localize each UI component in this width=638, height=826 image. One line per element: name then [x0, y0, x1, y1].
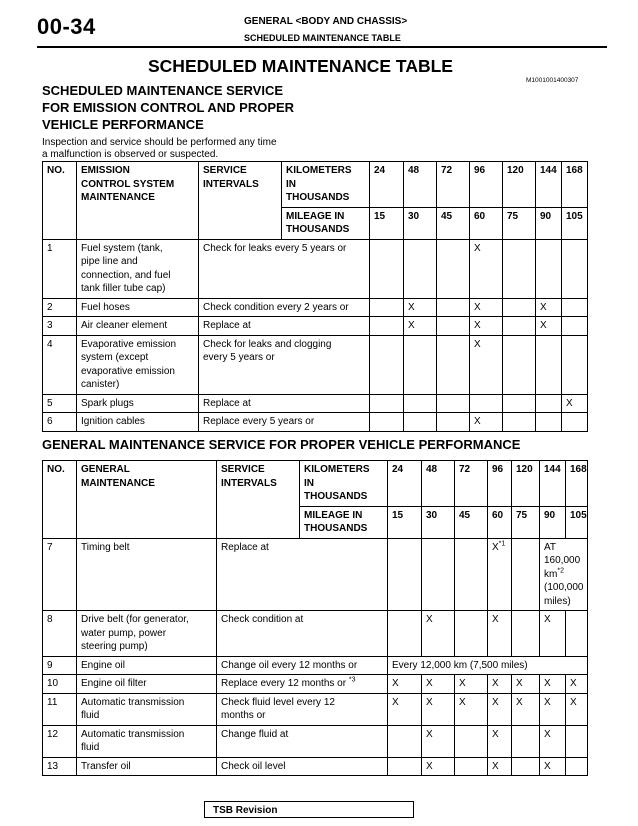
interval-mark: X	[536, 317, 562, 336]
interval-mark	[503, 335, 536, 394]
header-row-km	[43, 461, 588, 507]
row-number: 13	[43, 757, 77, 776]
interval-mark: X	[566, 693, 588, 725]
interval-mark: X	[422, 611, 455, 657]
row-interval: Check for leaks every 5 years or	[199, 239, 370, 298]
row-item: Engine oil filter	[77, 675, 217, 694]
row-interval: Check fluid level every 12 months or	[217, 693, 388, 725]
interval-mark	[404, 394, 437, 413]
interval-span-text: Every 12,000 km (7,500 miles)	[388, 656, 588, 675]
interval-mark: X	[470, 335, 503, 394]
row-item: Fuel system (tank, pipe line and connection, and fuel tank filler tube cap)	[77, 239, 199, 298]
km-168: 168	[562, 162, 588, 208]
header-no: NO.	[43, 461, 77, 539]
section1-heading: SCHEDULED MAINTENANCE SERVICE FOR EMISSION CONTROL AND PROPER VEHICLE PERFORMANCE	[42, 83, 295, 132]
interval-mark	[455, 538, 488, 611]
header-km: KILOMETERS IN THOUSANDS	[300, 461, 388, 507]
document-id: M1001001400307	[526, 77, 579, 84]
mi-90: 90	[536, 207, 562, 239]
row-number: 8	[43, 611, 77, 657]
section2-heading: GENERAL MAINTENANCE SERVICE FOR PROPER VEHICLE PERFORMANCE	[42, 437, 521, 452]
interval-mark	[562, 335, 588, 394]
table-row	[43, 611, 588, 657]
row-number: 4	[43, 335, 77, 394]
interval-mark	[404, 335, 437, 394]
interval-mark: X	[540, 675, 566, 694]
general-rows	[43, 538, 588, 776]
interval-mark	[437, 239, 470, 298]
header-row-km	[43, 162, 588, 208]
interval-mark	[437, 317, 470, 336]
section1-note: Inspection and service should be performed any time a malfunction is observed or suspected.	[42, 137, 277, 160]
row-interval: Check oil level	[217, 757, 388, 776]
interval-mark	[437, 413, 470, 432]
interval-mark: X	[536, 298, 562, 317]
interval-mark	[512, 611, 540, 657]
km-120: 120	[503, 162, 536, 208]
row-number: 10	[43, 675, 77, 694]
km-96: 96	[470, 162, 503, 208]
emission-maintenance-table	[42, 161, 588, 432]
mi-60: 60	[470, 207, 503, 239]
interval-mark: X	[488, 725, 512, 757]
header-item: GENERAL MAINTENANCE	[77, 461, 217, 539]
row-interval: Replace every 5 years or	[199, 413, 370, 432]
interval-mark	[512, 757, 540, 776]
interval-mark: X	[512, 693, 540, 725]
interval-mark	[422, 538, 455, 611]
row-item: Ignition cables	[77, 413, 199, 432]
row-number: 12	[43, 725, 77, 757]
interval-mark	[562, 317, 588, 336]
row-item: Drive belt (for generator, water pump, power steering pump)	[77, 611, 217, 657]
page-number: 00-34	[37, 14, 96, 39]
row-item: Evaporative emission system (except evaporative emission canister)	[77, 335, 199, 394]
table-row	[43, 298, 588, 317]
interval-mark	[566, 611, 588, 657]
interval-mark: X	[404, 298, 437, 317]
table-row	[43, 538, 588, 611]
table-row	[43, 725, 588, 757]
mi-105: 105	[566, 506, 588, 538]
interval-mark: X	[422, 675, 455, 694]
interval-mark	[503, 394, 536, 413]
interval-mark	[503, 298, 536, 317]
km-168: 168	[566, 461, 588, 507]
interval-mark	[370, 335, 404, 394]
interval-mark: X	[470, 317, 503, 336]
row-item: Engine oil	[77, 656, 217, 675]
interval-mark	[370, 413, 404, 432]
interval-mark	[437, 335, 470, 394]
interval-mark	[566, 757, 588, 776]
km-48: 48	[422, 461, 455, 507]
row-item: Spark plugs	[77, 394, 199, 413]
interval-mark: X	[422, 725, 455, 757]
row-interval: Replace at	[199, 394, 370, 413]
mi-15: 15	[370, 207, 404, 239]
mi-60: 60	[488, 506, 512, 538]
mi-15: 15	[388, 506, 422, 538]
header-item: EMISSION CONTROL SYSTEM MAINTENANCE	[77, 162, 199, 240]
footnote-ref: *3	[348, 676, 356, 684]
header-group: GENERAL <BODY AND CHASSIS>	[244, 16, 408, 27]
table-row	[43, 693, 588, 725]
interval-mark: X	[488, 693, 512, 725]
footnote-ref: *1	[498, 540, 506, 548]
row-interval: Replace at	[217, 538, 388, 611]
interval-mark	[388, 757, 422, 776]
row-item: Automatic transmission fluid	[77, 725, 217, 757]
interval-mark	[404, 413, 437, 432]
interval-mark	[370, 239, 404, 298]
row-number: 9	[43, 656, 77, 675]
interval-mark	[370, 394, 404, 413]
interval-mark	[455, 611, 488, 657]
row-number: 11	[43, 693, 77, 725]
row-number: 7	[43, 538, 77, 611]
km-144: 144	[536, 162, 562, 208]
km-24: 24	[388, 461, 422, 507]
interval-mark: X	[388, 675, 422, 694]
interval-mark: X	[540, 757, 566, 776]
interval-mark	[370, 298, 404, 317]
table-row	[43, 239, 588, 298]
interval-mark	[370, 317, 404, 336]
interval-mark: X	[566, 675, 588, 694]
row-interval: Check for leaks and clogging every 5 years or	[199, 335, 370, 394]
interval-mark	[562, 413, 588, 432]
row-number: 3	[43, 317, 77, 336]
row-interval: Change fluid at	[217, 725, 388, 757]
mi-90: 90	[540, 506, 566, 538]
header-miles: MILEAGE IN THOUSANDS	[282, 207, 370, 239]
interval-mark	[536, 413, 562, 432]
footnote-ref: *2	[557, 567, 564, 575]
interval-mark: X	[512, 675, 540, 694]
table-row	[43, 757, 588, 776]
km-144: 144	[540, 461, 566, 507]
row-item: Air cleaner element	[77, 317, 199, 336]
table-row	[43, 394, 588, 413]
interval-mark	[562, 239, 588, 298]
interval-mark	[470, 394, 503, 413]
header-miles: MILEAGE IN THOUSANDS	[300, 506, 388, 538]
interval-mark	[388, 611, 422, 657]
interval-mark: X	[470, 413, 503, 432]
interval-mark: X	[540, 693, 566, 725]
row-item: Timing belt	[77, 538, 217, 611]
interval-mark: X	[488, 757, 512, 776]
tsb-revision-box: TSB Revision	[204, 801, 414, 818]
interval-mark	[388, 725, 422, 757]
interval-mark: X	[455, 675, 488, 694]
row-interval: Change oil every 12 months or	[217, 656, 388, 675]
mi-75: 75	[512, 506, 540, 538]
table-row	[43, 656, 588, 675]
header-subgroup: SCHEDULED MAINTENANCE TABLE	[244, 33, 401, 43]
km-72: 72	[437, 162, 470, 208]
row-interval: Replace at	[199, 317, 370, 336]
interval-mark	[503, 413, 536, 432]
interval-mark	[536, 394, 562, 413]
interval-mark: X	[422, 693, 455, 725]
interval-mark	[562, 298, 588, 317]
row-number: 1	[43, 239, 77, 298]
interval-mark	[437, 394, 470, 413]
general-maintenance-table	[42, 460, 588, 776]
interval-mark	[455, 725, 488, 757]
interval-mark: X	[422, 757, 455, 776]
row-number: 6	[43, 413, 77, 432]
mi-105: 105	[562, 207, 588, 239]
table-row	[43, 317, 588, 336]
interval-mark	[566, 725, 588, 757]
interval-mark	[404, 239, 437, 298]
mi-30: 30	[422, 506, 455, 538]
mi-30: 30	[404, 207, 437, 239]
header-rule	[37, 46, 607, 48]
row-item: Transfer oil	[77, 757, 217, 776]
header-intervals: SERVICE INTERVALS	[199, 162, 282, 240]
interval-mark	[512, 538, 540, 611]
timing-belt-limit: AT 160,000 $km^{*2}$ (100,000 miles)	[540, 538, 588, 611]
interval-mark: X	[562, 394, 588, 413]
row-interval: Replace every 12 months or $^{*3}$	[217, 675, 388, 694]
page-title: SCHEDULED MAINTENANCE TABLE	[148, 56, 453, 76]
interval-mark	[512, 725, 540, 757]
interval-mark	[536, 335, 562, 394]
header-km: KILOMETERS IN THOUSANDS	[282, 162, 370, 208]
mi-45: 45	[455, 506, 488, 538]
emission-rows	[43, 239, 588, 431]
interval-mark: X	[388, 693, 422, 725]
row-item: Automatic transmission fluid	[77, 693, 217, 725]
row-interval: Check condition every 2 years or	[199, 298, 370, 317]
mi-75: 75	[503, 207, 536, 239]
row-item: Fuel hoses	[77, 298, 199, 317]
row-number: 5	[43, 394, 77, 413]
interval-mark	[503, 317, 536, 336]
km-120: 120	[512, 461, 540, 507]
km-96: 96	[488, 461, 512, 507]
interval-mark: X	[455, 693, 488, 725]
header-intervals: SERVICE INTERVALS	[217, 461, 300, 539]
km-24: 24	[370, 162, 404, 208]
interval-mark: X	[540, 611, 566, 657]
interval-mark: X	[470, 239, 503, 298]
table-row	[43, 675, 588, 694]
interval-mark	[455, 757, 488, 776]
interval-mark	[503, 239, 536, 298]
km-72: 72	[455, 461, 488, 507]
interval-mark: X	[470, 298, 503, 317]
header-no: NO.	[43, 162, 77, 240]
interval-mark: X	[488, 675, 512, 694]
interval-mark	[388, 538, 422, 611]
interval-mark	[437, 298, 470, 317]
interval-mark: X	[404, 317, 437, 336]
row-interval: Check condition at	[217, 611, 388, 657]
km-48: 48	[404, 162, 437, 208]
row-number: 2	[43, 298, 77, 317]
interval-mark	[536, 239, 562, 298]
mi-45: 45	[437, 207, 470, 239]
table-row	[43, 335, 588, 394]
interval-mark: $X^{*1}$	[488, 538, 512, 611]
interval-mark: X	[488, 611, 512, 657]
interval-mark: X	[540, 725, 566, 757]
table-row	[43, 413, 588, 432]
